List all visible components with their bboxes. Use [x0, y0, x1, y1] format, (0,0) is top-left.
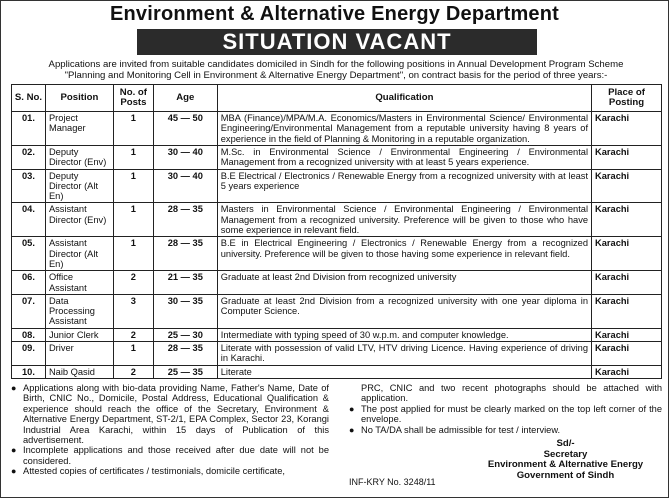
table-row — [12, 294, 662, 328]
note-text: No TA/DA shall be admissible for test / interview. — [361, 424, 561, 435]
cell-sno: 10. — [12, 365, 46, 378]
cell-position: Deputy Director (Env) — [45, 146, 113, 170]
cell-place: Karachi — [592, 112, 662, 146]
cell-age: 25 — 30 — [153, 328, 217, 341]
bullet-icon: ● — [11, 466, 17, 477]
cell-age: 30 — 40 — [153, 146, 217, 170]
note-item — [11, 445, 329, 466]
signature-block — [469, 439, 662, 481]
cell-posts: 1 — [113, 342, 153, 366]
signature-title: Secretary — [543, 448, 588, 460]
intro-line-2: "Planning and Monitoring Cell in Environment & Alternative Energy Department", on contract basis for the period of three years:- — [64, 70, 608, 81]
intro-paragraph — [11, 59, 661, 81]
cell-qualification: Graduate at least 2nd Division from a recognized university with one year diploma in Computer Science. — [217, 294, 591, 328]
cell-age: 28 — 35 — [153, 342, 217, 366]
cell-place: Karachi — [592, 146, 662, 170]
cell-age: 25 — 35 — [153, 365, 217, 378]
table-row — [12, 365, 662, 378]
bullet-icon: ● — [349, 424, 355, 435]
note-item — [349, 425, 662, 435]
note-item — [11, 383, 329, 445]
bullet-icon: ● — [349, 403, 355, 414]
signature-gov: Government of Sindh — [516, 469, 615, 481]
cell-qualification: Intermediate with typing speed of 30 w.p.m. and computer knowledge. — [217, 328, 591, 341]
cell-posts: 3 — [113, 294, 153, 328]
cell-position: Assistant Director (Alt En) — [45, 237, 113, 271]
cell-qualification: B.E Electrical / Electronics / Renewable Energy from a recognized university with at least 5 years experience — [217, 169, 591, 203]
cell-posts: 1 — [113, 146, 153, 170]
table-row — [12, 203, 662, 237]
table-row — [12, 112, 662, 146]
note-item — [349, 404, 662, 425]
cell-position: Junior Clerk — [45, 328, 113, 341]
cell-age: 30 — 35 — [153, 294, 217, 328]
cell-place: Karachi — [592, 169, 662, 203]
header-qualification: Qualification — [217, 85, 591, 112]
cell-qualification: MBA (Finance)/MPA/M.A. Economics/Masters in Environmental Science/ Environmental Engineering/Environmental Management from a reputable university having 8 years of experience in the field of Planning & Monitoring in a reputable organization. — [217, 112, 591, 146]
table-row — [12, 328, 662, 341]
notes-left-column — [11, 383, 329, 477]
header-posts: No. of Posts — [113, 85, 153, 112]
note-item — [11, 466, 329, 476]
cell-age: 30 — 40 — [153, 169, 217, 203]
footer-notes — [11, 383, 662, 495]
header-sno: S. No. — [12, 85, 46, 112]
cell-position: Naib Qasid — [45, 365, 113, 378]
header-position: Position — [45, 85, 113, 112]
cell-posts: 1 — [113, 169, 153, 203]
cell-place: Karachi — [592, 342, 662, 366]
cell-posts: 2 — [113, 328, 153, 341]
table-row — [12, 146, 662, 170]
note-text: Incomplete applications and those received after due date will not be considered. — [23, 445, 329, 466]
cell-position: Office Assistant — [45, 271, 113, 295]
cell-sno: 01. — [12, 112, 46, 146]
note-text: Applications along with bio-data providing Name, Father's Name, Date of Birth, CNIC No., Domicile, Postal Address, Educational Qualification & experience should reach the office of the Secretary, Environment & Alternative Energy Department, ST-2/1, EPA Complex, Sector 23, Korangi Industrial Area Karachi, within 15 days of Publication of this advertisement. — [23, 383, 329, 446]
bullet-icon: ● — [11, 383, 17, 393]
signature-dept: Environment & Alternative Energy — [487, 459, 644, 471]
cell-place: Karachi — [592, 365, 662, 378]
reference-number: INF-KRY No. 3248/11 — [349, 477, 436, 487]
note-text: Attested copies of certificates / testimonials, domicile certificate, — [23, 466, 285, 477]
cell-qualification: Graduate at least 2nd Division from recognized university — [217, 271, 591, 295]
cell-qualification: B.E in Electrical Engineering / Electronics / Renewable Energy from a recognized university. Preference will be given to those having some experience in relevant field. — [217, 237, 591, 271]
cell-position: Driver — [45, 342, 113, 366]
cell-position: Deputy Director (Alt En) — [45, 169, 113, 203]
table-row — [12, 271, 662, 295]
cell-posts: 1 — [113, 112, 153, 146]
cell-sno: 06. — [12, 271, 46, 295]
cell-sno: 02. — [12, 146, 46, 170]
header-place: Place of Posting — [592, 85, 662, 112]
cell-qualification: M.Sc. in Environmental Science / Environmental Engineering / Environmental Management from a recognized university with at least 5 years experience. — [217, 146, 591, 170]
table-row — [12, 169, 662, 203]
positions-table — [11, 84, 662, 379]
cell-place: Karachi — [592, 271, 662, 295]
cell-age: 28 — 35 — [153, 237, 217, 271]
cell-posts: 1 — [113, 237, 153, 271]
cell-sno: 07. — [12, 294, 46, 328]
cell-position: Data Processing Assistant — [45, 294, 113, 328]
cell-position: Project Manager — [45, 112, 113, 146]
cell-place: Karachi — [592, 294, 662, 328]
situation-vacant-banner: SITUATION VACANT — [137, 29, 537, 55]
cell-qualification: Literate — [217, 365, 591, 378]
cell-qualification: Masters in Environmental Science / Environmental Engineering / Environmental Management from a recognized university. Preference will be given to those who have some experience in relevant field. — [217, 203, 591, 237]
cell-sno: 03. — [12, 169, 46, 203]
cell-sno: 09. — [12, 342, 46, 366]
cell-posts: 1 — [113, 203, 153, 237]
header-age: Age — [153, 85, 217, 112]
cell-posts: 2 — [113, 271, 153, 295]
cell-age: 28 — 35 — [153, 203, 217, 237]
table-row — [12, 237, 662, 271]
cell-sno: 04. — [12, 203, 46, 237]
cell-position: Assistant Director (Env) — [45, 203, 113, 237]
bullet-icon: ● — [11, 445, 17, 456]
cell-place: Karachi — [592, 237, 662, 271]
department-title: Environment & Alternative Energy Department — [109, 3, 560, 25]
note-text: The post applied for must be clearly marked on the top left corner of the envelope. — [361, 403, 662, 425]
table-header-row — [12, 85, 662, 112]
signature-sd: Sd/- — [556, 438, 575, 449]
notes-right-column — [349, 383, 662, 487]
cell-age: 21 — 35 — [153, 271, 217, 295]
cell-place: Karachi — [592, 328, 662, 341]
intro-line-1: Applications are invited from suitable candidates domiciled in Sindh for the following positions in Annual Development Program Scheme — [48, 59, 624, 70]
table-row — [12, 342, 662, 366]
cell-place: Karachi — [592, 203, 662, 237]
cell-posts: 2 — [113, 365, 153, 378]
cell-age: 45 — 50 — [153, 112, 217, 146]
note-continuation: PRC, CNIC and two recent photographs should be attached with application. — [361, 383, 662, 404]
cell-qualification: Literate with possession of valid LTV, HTV driving Licence. Having experience of driving in Karachi. — [217, 342, 591, 366]
cell-sno: 05. — [12, 237, 46, 271]
cell-sno: 08. — [12, 328, 46, 341]
